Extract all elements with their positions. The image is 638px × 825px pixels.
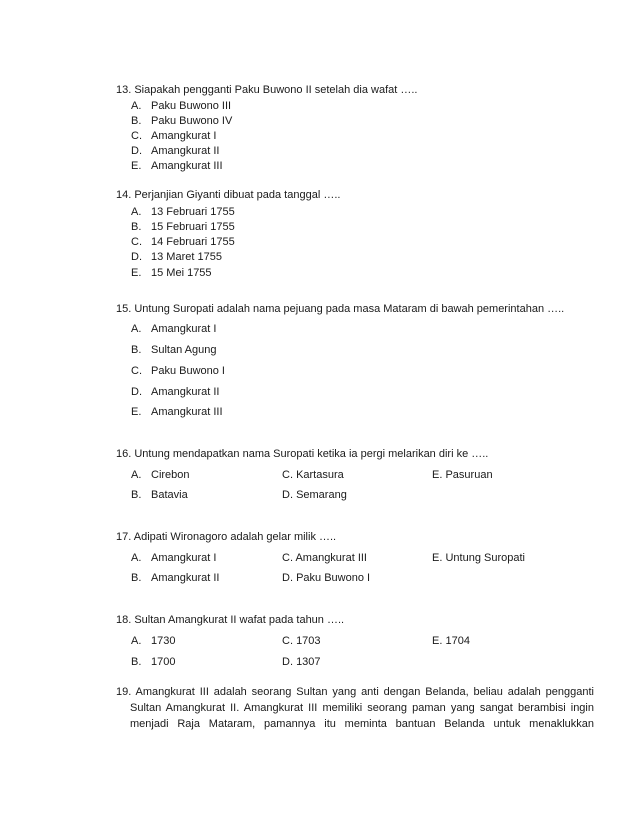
option-13-c: C. Amangkurat I [131,130,217,142]
question-19-line-2: Sultan Amangkurat II. Amangkurat III memiliki seorang paman yang sangat berambisi ingin [130,702,594,714]
option-16-a: A. Cirebon [131,469,190,481]
option-16-c: C. Kartasura [282,469,344,481]
option-16-d: D. Semarang [282,489,347,501]
question-text: 17. Adipati Wironagoro adalah gelar milik ….. [116,531,337,543]
option-13-e: E. Amangkurat III [131,160,223,172]
option-17-a: A. Amangkurat I [131,552,217,564]
option-17-c: C. Amangkurat III [282,552,367,564]
question-text: 16. Untung mendapatkan nama Suropati ketika ia pergi melarikan diri ke ….. [116,448,489,460]
question-17 [116,530,594,545]
option-14-a: A. 13 Februari 1755 [131,206,235,218]
option-13-b: B. Paku Buwono IV [131,115,233,127]
option-15-a: A. Amangkurat I [131,323,217,335]
option-16-e: E. Pasuruan [432,469,493,481]
option-14-c: C. 14 Februari 1755 [131,236,235,248]
question-15 [116,302,594,317]
question-text: 13. Siapakah pengganti Paku Buwono II setelah dia wafat ….. [116,84,418,96]
option-17-b: B. Amangkurat II [131,572,220,584]
question-14 [116,188,594,203]
question-text: 18. Sultan Amangkurat II wafat pada tahun ….. [116,614,345,626]
option-14-d: D. 13 Maret 1755 [131,251,222,263]
option-18-e: E. 1704 [432,635,470,647]
question-19-line-3: menjadi Raja Mataram, pamannya itu meminta bantuan Belanda untuk menaklukkan [130,718,594,730]
option-13-d: D. Amangkurat II [131,145,220,157]
option-14-b: B. 15 Februari 1755 [131,221,235,233]
option-18-c: C. 1703 [282,635,321,647]
option-15-b: B. Sultan Agung [131,344,217,356]
option-15-e: E. Amangkurat III [131,406,223,418]
question-19-line-1: 19. Amangkurat III adalah seorang Sultan yang anti dengan Belanda, beliau adalah pengganti [116,686,594,698]
option-14-e: E. 15 Mei 1755 [131,267,212,279]
option-13-a: A. Paku Buwono III [131,100,232,112]
option-15-c: C. Paku Buwono I [131,365,225,377]
question-18 [116,613,594,628]
question-16 [116,447,594,462]
question-19 [116,684,594,732]
question-text: 14. Perjanjian Giyanti dibuat pada tanggal ….. [116,189,341,201]
option-16-b: B. Batavia [131,489,188,501]
question-text: 15. Untung Suropati adalah nama pejuang pada masa Mataram di bawah pemerintahan ….. [116,303,565,315]
question-13 [116,83,594,98]
option-17-d: D. Paku Buwono I [282,572,371,584]
option-18-d: D. 1307 [282,656,321,668]
option-17-e: E. Untung Suropati [432,552,525,564]
option-15-d: D. Amangkurat II [131,386,220,398]
option-18-b: B. 1700 [131,656,176,668]
option-18-a: A. 1730 [131,635,176,647]
